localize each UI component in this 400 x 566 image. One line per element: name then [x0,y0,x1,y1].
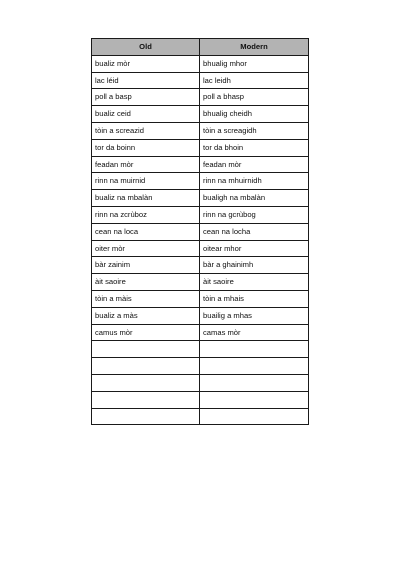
old-cell: bàr zainim [92,257,200,274]
modern-cell [200,358,309,375]
place-name-table [91,38,309,425]
column-header-modern: Modern [200,39,309,56]
modern-cell: àit saoire [200,274,309,291]
table-row-empty [92,374,309,391]
table-row [92,324,309,341]
old-cell: tòin a màis [92,290,200,307]
modern-cell: tòin a mhais [200,290,309,307]
modern-cell: tòin a screagidh [200,122,309,139]
modern-cell: bàr a ghainimh [200,257,309,274]
old-cell: bualiz ceid [92,106,200,123]
table-row [92,206,309,223]
table-row [92,89,309,106]
modern-cell [200,391,309,408]
old-cell: lac léid [92,72,200,89]
modern-cell: bhualig mhor [200,55,309,72]
old-cell: àit saoire [92,274,200,291]
modern-cell: rinn na gcrùbog [200,206,309,223]
table-row [92,173,309,190]
table-row [92,274,309,291]
table-row [92,139,309,156]
old-cell: camus mòr [92,324,200,341]
table-row [92,106,309,123]
old-cell: tòin a screazid [92,122,200,139]
table-row [92,190,309,207]
modern-cell: bhualig cheidh [200,106,309,123]
table-row [92,290,309,307]
old-cell: bualiz na mbalàn [92,190,200,207]
old-cell [92,391,200,408]
table-row [92,240,309,257]
table-row [92,257,309,274]
old-cell: cean na loca [92,223,200,240]
modern-cell: lac leidh [200,72,309,89]
table-row [92,55,309,72]
modern-cell [200,341,309,358]
modern-cell: bualigh na mbalàn [200,190,309,207]
old-cell: oiter mòr [92,240,200,257]
old-cell: bualiz mòr [92,55,200,72]
old-cell [92,374,200,391]
old-cell: tor da boinn [92,139,200,156]
old-cell: feadan mòr [92,156,200,173]
table-row-empty [92,408,309,425]
old-cell: bualiz a màs [92,307,200,324]
table-header-row [92,39,309,56]
modern-cell: camas mòr [200,324,309,341]
modern-cell [200,408,309,425]
modern-cell: feadan mòr [200,156,309,173]
old-cell [92,408,200,425]
table-row [92,122,309,139]
old-cell: rinn na muirnid [92,173,200,190]
modern-cell: oitear mhor [200,240,309,257]
column-header-old: Old [92,39,200,56]
table-row [92,72,309,89]
modern-cell: rinn na mhuirnidh [200,173,309,190]
old-cell [92,358,200,375]
table-row-empty [92,358,309,375]
table-row-empty [92,341,309,358]
old-cell: poll a basp [92,89,200,106]
old-cell: rinn na zcrùboz [92,206,200,223]
modern-cell: tor da bhoin [200,139,309,156]
modern-cell [200,374,309,391]
modern-cell: poll a bhasp [200,89,309,106]
table-row [92,307,309,324]
table-row [92,223,309,240]
modern-cell: buailig a mhas [200,307,309,324]
table-row [92,156,309,173]
modern-cell: cean na locha [200,223,309,240]
table-row-empty [92,391,309,408]
old-cell [92,341,200,358]
